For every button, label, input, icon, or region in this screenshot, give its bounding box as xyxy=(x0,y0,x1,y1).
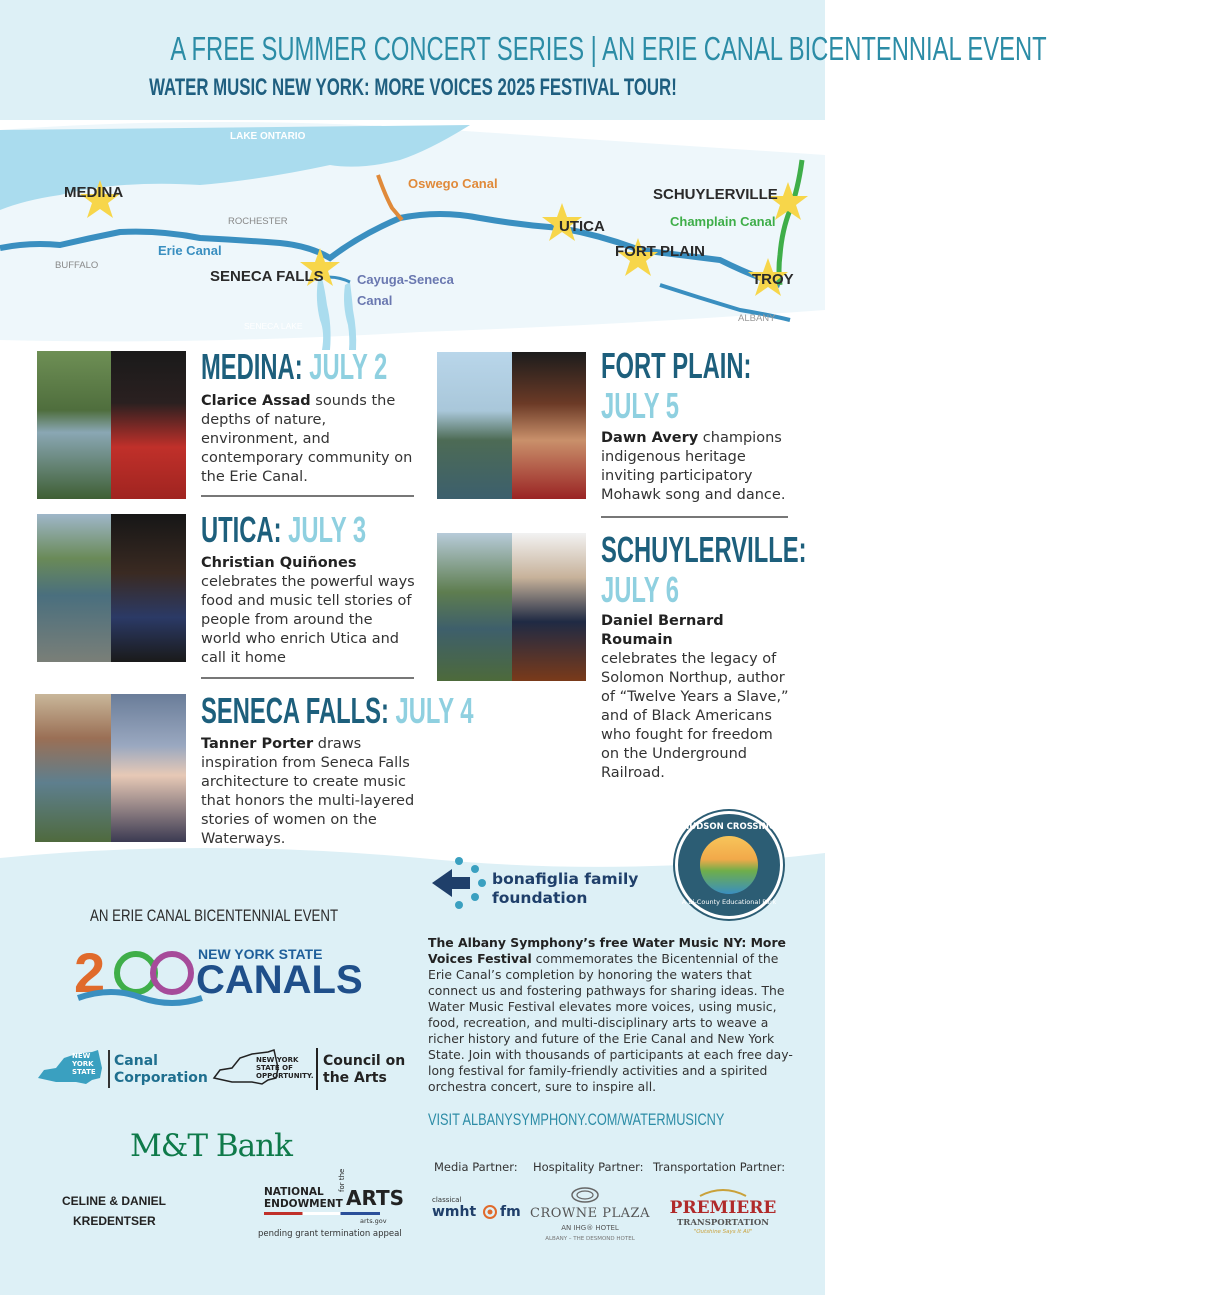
stop-label-medina: MEDINA xyxy=(64,184,124,201)
bonafiglia-name: bonafiglia family foundation xyxy=(492,870,639,907)
photo-utica-landscape xyxy=(37,514,111,662)
crowne-icon xyxy=(570,1186,600,1204)
mt-bank-logo: M&T Bank xyxy=(130,1128,292,1164)
event-heading-utica: UTICA: JULY 3 xyxy=(201,509,367,550)
event-desc-fortplain: Dawn Avery champions indigenous heritage inviting participatory Mohawk song and dance. xyxy=(601,430,786,503)
nea-logo xyxy=(264,1168,405,1230)
event-desc-schuylerville: Daniel Bernard Roumain celebrates the legacy of Solomon Northup, author of “Twelve Years a Slave,” and of Black Americans who fought for freedom on the Underground Railroad. xyxy=(601,613,789,781)
hudson-crossing-inner xyxy=(700,836,758,894)
canals-200-logo xyxy=(72,941,363,1010)
event-heading-seneca: SENECA FALLS: JULY 4 xyxy=(201,690,474,731)
map-label-champlain: Champlain Canal xyxy=(670,214,776,229)
event-desc-utica: Christian Quiñones celebrates the powerful ways food and music tell stories of people from around the world who enrich Utica and call it home xyxy=(201,555,415,666)
wmht-logo xyxy=(432,1196,522,1226)
nea-note: pending grant termination appeal xyxy=(258,1229,402,1239)
event-heading-medina: MEDINA: JULY 2 xyxy=(201,346,388,387)
bicentennial-heading: AN ERIE CANAL BICENTENNIAL EVENT xyxy=(90,906,339,925)
council-name: Council on the Arts xyxy=(323,1053,406,1086)
premiere-tag: "Outshine Says It All" xyxy=(693,1229,753,1235)
map-label-albany: ALBANY xyxy=(738,313,776,324)
canals-nys-label: NEW YORK STATE xyxy=(198,946,323,962)
map-label-buffalo: BUFFALO xyxy=(55,260,99,271)
nea-url: arts.gov xyxy=(360,1217,387,1225)
crowne-sub: AN IHG® HOTEL xyxy=(561,1224,619,1232)
stop-label-utica: UTICA xyxy=(559,218,605,235)
photo-christian-quinones xyxy=(111,514,186,662)
wmht-small: classical xyxy=(432,1196,462,1204)
wmht-fm: fm xyxy=(500,1204,521,1220)
map-label-cayuga-lake: CAYUGA LAKE xyxy=(376,335,435,345)
photo-seneca-landscape xyxy=(35,694,111,842)
photo-dawn-avery xyxy=(512,352,586,499)
nea-arts: ARTS xyxy=(346,1186,405,1210)
event-heading-schuylerville: SCHUYLERVILLE: JULY 6 xyxy=(601,529,807,610)
event-heading-fortplain: FORT PLAIN: JULY 5 xyxy=(601,345,752,426)
event-desc-medina: Clarice Assad sounds the depths of nature, environment, and contemporary community on the Erie Canal. xyxy=(201,393,413,485)
map-label-seneca-lake: SENECA LAKE xyxy=(244,321,303,331)
crowne-plaza-logo xyxy=(530,1186,650,1246)
council-divider xyxy=(316,1048,318,1090)
hudson-crossing-sub: A Bi-County Educational Park xyxy=(681,898,777,906)
map-label-lake-ontario: LAKE ONTARIO xyxy=(230,131,306,142)
stop-label-troy: TROY xyxy=(752,271,794,288)
bonafiglia-logo-icon xyxy=(430,855,488,911)
hudson-crossing-badge xyxy=(675,811,783,919)
divider xyxy=(201,677,414,679)
event-desc-seneca: Tanner Porter draws inspiration from Seneca Falls architecture to create music that honors the multi-layered stories of women on the Waterways. xyxy=(201,736,415,847)
map-label-erie: Erie Canal xyxy=(158,243,222,258)
nea-stripe xyxy=(264,1212,380,1215)
svg-text:2: 2 xyxy=(74,941,106,1004)
nea-for-the: for the xyxy=(338,1168,346,1192)
page-title: A FREE SUMMER CONCERT SERIES | AN ERIE CANAL BICENTENNIAL EVENT xyxy=(170,30,1047,67)
crowne-name: CROWNE PLAZA xyxy=(530,1206,650,1221)
celine-daniel-line2: KREDENTSER xyxy=(73,1214,156,1228)
page-subtitle: WATER MUSIC NEW YORK: MORE VOICES 2025 FESTIVAL TOUR! xyxy=(148,74,677,101)
photo-tanner-porter xyxy=(111,694,186,842)
council-state: NEW YORK STATE OF OPPORTUNITY. xyxy=(256,1056,314,1080)
canal-corp-divider xyxy=(108,1050,110,1088)
canals-main-label: CANALS xyxy=(196,958,363,1002)
transportation-partner-label: Transportation Partner: xyxy=(653,1160,786,1174)
media-partner-label: Media Partner: xyxy=(434,1160,518,1174)
canal-map xyxy=(0,110,825,350)
stop-label-fort-plain: FORT PLAIN xyxy=(615,243,705,260)
photo-daniel-roumain xyxy=(512,533,586,681)
premiere-swoosh-icon xyxy=(698,1186,748,1198)
wmht-circle-icon xyxy=(482,1204,498,1220)
canal-corp-state: NEW YORK STATE xyxy=(72,1052,96,1076)
stop-label-seneca-falls: SENECA FALLS xyxy=(210,268,324,285)
photo-schuylerville-landscape xyxy=(437,533,512,681)
celine-daniel-line1: CELINE & DANIEL xyxy=(62,1194,167,1208)
nea-line1: NATIONAL xyxy=(264,1186,324,1198)
divider xyxy=(601,516,788,518)
about-paragraph: The Albany Symphony’s free Water Music NY: More Voices Festival commemorates the Bicentennial of the Erie Canal’s completion by honoring the waters that connect us and fostering pathways for sharing ideas. The Water Music Festival elevates more voices, using music, food, recreation, and multi-disciplinary arts to weave a richer history and future of the Erie Canal and New York State. Join with thousands of participants at each free day-long festival for family-friendly activities and a spirited orchestra concert, sure to inspire all. xyxy=(428,935,793,1094)
photo-medina-landscape xyxy=(37,351,111,499)
map-label-oswego: Oswego Canal xyxy=(408,176,498,191)
hudson-crossing-title: HUDSON CROSSING xyxy=(682,822,776,832)
nea-line2: ENDOWMENT xyxy=(264,1198,343,1210)
premiere-name: PREMIERE xyxy=(669,1198,777,1218)
wmht-name: wmht xyxy=(432,1204,477,1220)
crowne-location: ALBANY – THE DESMOND HOTEL xyxy=(545,1236,635,1242)
photo-clarice-assad xyxy=(111,351,186,499)
map-label-rochester: ROCHESTER xyxy=(228,216,288,227)
visit-link[interactable]: VISIT ALBANYSYMPHONY.COM/WATERMUSICNY xyxy=(428,1110,725,1129)
premiere-sub: TRANSPORTATION xyxy=(676,1218,770,1228)
premiere-logo xyxy=(668,1186,778,1242)
hospitality-partner-label: Hospitality Partner: xyxy=(533,1160,644,1174)
map-label-cayuga-2: Canal xyxy=(357,293,393,308)
stop-label-schuylerville: SCHUYLERVILLE xyxy=(653,186,778,203)
divider xyxy=(201,495,414,497)
canal-corp-name: Canal Corporation xyxy=(114,1053,208,1086)
map-label-cayuga-1: Cayuga-Seneca xyxy=(357,272,454,287)
